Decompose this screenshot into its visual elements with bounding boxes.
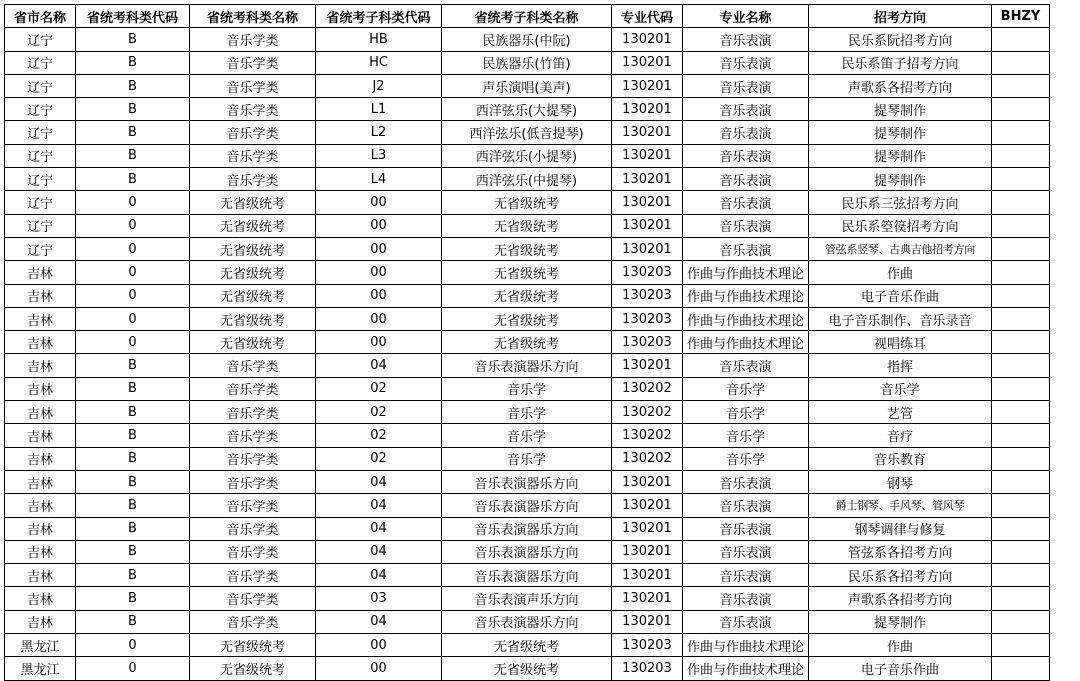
table-row — [5, 657, 1050, 680]
cell-province: 吉林 — [5, 564, 76, 587]
table-row — [5, 377, 1050, 400]
cell-province: 吉林 — [5, 424, 76, 447]
cell-subcategory-name: 无省级统考 — [442, 657, 612, 680]
cell-category-name: 音乐学类 — [190, 564, 316, 587]
cell-major-name: 音乐表演 — [683, 540, 809, 563]
cell-direction: 电子音乐作曲 — [809, 284, 992, 307]
table-row — [5, 144, 1050, 167]
cell-province: 辽宁 — [5, 144, 76, 167]
cell-major-code: 130201 — [612, 214, 683, 237]
cell-bhzy — [992, 237, 1050, 260]
cell-category-name: 音乐学类 — [190, 144, 316, 167]
column-header-subcategory-name: 省统考子科类名称 — [442, 5, 612, 28]
cell-bhzy — [992, 74, 1050, 97]
cell-major-code: 130202 — [612, 424, 683, 447]
cell-bhzy — [992, 51, 1050, 74]
cell-major-code: 130202 — [612, 447, 683, 470]
cell-category-code: B — [76, 494, 190, 517]
column-header-direction: 招考方向 — [809, 5, 992, 28]
cell-major-name: 作曲与作曲技术理论 — [683, 261, 809, 284]
cell-subcategory-code: L4 — [316, 168, 442, 191]
cell-subcategory-name: 音乐学 — [442, 377, 612, 400]
cell-subcategory-code: J2 — [316, 74, 442, 97]
cell-category-name: 无省级统考 — [190, 331, 316, 354]
cell-major-name: 音乐表演 — [683, 28, 809, 51]
cell-subcategory-name: 无省级统考 — [442, 261, 612, 284]
cell-subcategory-name: 无省级统考 — [442, 191, 612, 214]
cell-subcategory-code: 00 — [316, 634, 442, 657]
cell-major-name: 音乐表演 — [683, 494, 809, 517]
cell-subcategory-code: 00 — [316, 331, 442, 354]
cell-subcategory-name: 西洋弦乐(中提琴) — [442, 168, 612, 191]
cell-category-code: 0 — [76, 331, 190, 354]
cell-major-name: 音乐表演 — [683, 587, 809, 610]
table-row — [5, 237, 1050, 260]
cell-province: 吉林 — [5, 284, 76, 307]
cell-major-code: 130202 — [612, 401, 683, 424]
cell-category-code: B — [76, 168, 190, 191]
cell-category-name: 音乐学类 — [190, 494, 316, 517]
table-row — [5, 51, 1050, 74]
cell-subcategory-code: 00 — [316, 214, 442, 237]
admission-table — [4, 4, 1050, 681]
table-row — [5, 214, 1050, 237]
table-row — [5, 587, 1050, 610]
cell-major-code: 130201 — [612, 517, 683, 540]
cell-subcategory-name: 无省级统考 — [442, 331, 612, 354]
cell-province: 吉林 — [5, 447, 76, 470]
table-body — [5, 28, 1050, 680]
table-row — [5, 470, 1050, 493]
cell-category-name: 音乐学类 — [190, 121, 316, 144]
cell-major-name: 作曲与作曲技术理论 — [683, 284, 809, 307]
cell-subcategory-name: 音乐表演器乐方向 — [442, 354, 612, 377]
cell-major-code: 130201 — [612, 98, 683, 121]
cell-subcategory-name: 西洋弦乐(低音提琴) — [442, 121, 612, 144]
cell-major-name: 音乐表演 — [683, 470, 809, 493]
cell-direction: 管弦系各招考方向 — [809, 540, 992, 563]
cell-bhzy — [992, 540, 1050, 563]
cell-category-code: B — [76, 424, 190, 447]
admission-table-container — [4, 4, 1050, 681]
cell-category-name: 音乐学类 — [190, 587, 316, 610]
cell-province: 辽宁 — [5, 98, 76, 121]
table-row — [5, 634, 1050, 657]
cell-province: 辽宁 — [5, 237, 76, 260]
cell-direction: 声歌系各招考方向 — [809, 74, 992, 97]
cell-major-code: 130201 — [612, 121, 683, 144]
cell-major-name: 音乐表演 — [683, 214, 809, 237]
cell-major-code: 130202 — [612, 377, 683, 400]
cell-bhzy — [992, 447, 1050, 470]
cell-province: 吉林 — [5, 377, 76, 400]
cell-category-code: B — [76, 74, 190, 97]
cell-subcategory-name: 西洋弦乐(大提琴) — [442, 98, 612, 121]
cell-bhzy — [992, 424, 1050, 447]
cell-direction: 提琴制作 — [809, 610, 992, 633]
cell-category-name: 音乐学类 — [190, 424, 316, 447]
cell-subcategory-code: HC — [316, 51, 442, 74]
cell-category-code: 0 — [76, 237, 190, 260]
cell-subcategory-code: 02 — [316, 424, 442, 447]
cell-direction: 钢琴调律与修复 — [809, 517, 992, 540]
cell-subcategory-code: 04 — [316, 540, 442, 563]
cell-major-name: 音乐表演 — [683, 564, 809, 587]
cell-major-name: 音乐表演 — [683, 354, 809, 377]
cell-category-name: 无省级统考 — [190, 307, 316, 330]
cell-subcategory-name: 音乐表演器乐方向 — [442, 564, 612, 587]
table-row — [5, 331, 1050, 354]
cell-province: 辽宁 — [5, 168, 76, 191]
cell-subcategory-name: 音乐学 — [442, 447, 612, 470]
cell-major-code: 130203 — [612, 284, 683, 307]
table-row — [5, 564, 1050, 587]
table-row — [5, 74, 1050, 97]
cell-subcategory-name: 音乐表演声乐方向 — [442, 587, 612, 610]
cell-subcategory-name: 音乐表演器乐方向 — [442, 470, 612, 493]
table-row — [5, 261, 1050, 284]
column-header-bhzy: BHZY — [992, 5, 1050, 28]
cell-major-code: 130201 — [612, 237, 683, 260]
cell-major-name: 音乐表演 — [683, 98, 809, 121]
cell-major-code: 130201 — [612, 74, 683, 97]
cell-subcategory-code: 02 — [316, 377, 442, 400]
column-header-subcategory-code: 省统考子科类代码 — [316, 5, 442, 28]
cell-province: 吉林 — [5, 517, 76, 540]
cell-category-code: B — [76, 447, 190, 470]
table-row — [5, 168, 1050, 191]
cell-subcategory-name: 音乐表演器乐方向 — [442, 610, 612, 633]
cell-category-name: 无省级统考 — [190, 657, 316, 680]
cell-province: 黑龙江 — [5, 657, 76, 680]
cell-subcategory-name: 无省级统考 — [442, 284, 612, 307]
cell-subcategory-name: 音乐表演器乐方向 — [442, 494, 612, 517]
cell-province: 吉林 — [5, 610, 76, 633]
cell-subcategory-name: 音乐学 — [442, 424, 612, 447]
cell-category-name: 无省级统考 — [190, 214, 316, 237]
cell-subcategory-code: 04 — [316, 610, 442, 633]
cell-province: 吉林 — [5, 331, 76, 354]
cell-category-name: 无省级统考 — [190, 191, 316, 214]
cell-bhzy — [992, 517, 1050, 540]
cell-major-name: 音乐表演 — [683, 144, 809, 167]
cell-major-name: 音乐学 — [683, 377, 809, 400]
cell-province: 吉林 — [5, 354, 76, 377]
cell-major-code: 130201 — [612, 144, 683, 167]
table-row — [5, 494, 1050, 517]
cell-category-name: 音乐学类 — [190, 28, 316, 51]
table-row — [5, 610, 1050, 633]
cell-direction: 艺管 — [809, 401, 992, 424]
column-header-major-name: 专业名称 — [683, 5, 809, 28]
column-header-major-code: 专业代码 — [612, 5, 683, 28]
cell-subcategory-name: 音乐学 — [442, 401, 612, 424]
cell-subcategory-name: 西洋弦乐(小提琴) — [442, 144, 612, 167]
cell-direction: 音乐学 — [809, 377, 992, 400]
cell-direction: 声歌系各招考方向 — [809, 587, 992, 610]
cell-direction: 提琴制作 — [809, 168, 992, 191]
cell-bhzy — [992, 587, 1050, 610]
cell-category-code: B — [76, 401, 190, 424]
cell-category-code: B — [76, 540, 190, 563]
cell-province: 吉林 — [5, 494, 76, 517]
cell-province: 辽宁 — [5, 191, 76, 214]
cell-category-code: B — [76, 28, 190, 51]
table-row — [5, 447, 1050, 470]
cell-major-name: 作曲与作曲技术理论 — [683, 331, 809, 354]
cell-category-name: 音乐学类 — [190, 540, 316, 563]
cell-bhzy — [992, 610, 1050, 633]
cell-major-code: 130203 — [612, 307, 683, 330]
cell-subcategory-code: 00 — [316, 261, 442, 284]
cell-direction: 作曲 — [809, 634, 992, 657]
cell-category-code: B — [76, 51, 190, 74]
cell-major-code: 130201 — [612, 587, 683, 610]
cell-subcategory-code: 00 — [316, 307, 442, 330]
cell-bhzy — [992, 98, 1050, 121]
cell-major-code: 130201 — [612, 168, 683, 191]
cell-direction: 爵士钢琴、手风琴、管风琴 — [809, 494, 992, 517]
cell-major-code: 130201 — [612, 354, 683, 377]
cell-direction: 提琴制作 — [809, 144, 992, 167]
table-row — [5, 540, 1050, 563]
cell-category-code: 0 — [76, 307, 190, 330]
table-row — [5, 307, 1050, 330]
cell-direction: 电子音乐制作、音乐录音 — [809, 307, 992, 330]
cell-category-code: B — [76, 470, 190, 493]
cell-major-name: 作曲与作曲技术理论 — [683, 657, 809, 680]
cell-bhzy — [992, 401, 1050, 424]
cell-major-code: 130201 — [612, 470, 683, 493]
cell-major-name: 音乐学 — [683, 424, 809, 447]
cell-direction: 民乐系阮招考方向 — [809, 28, 992, 51]
cell-subcategory-code: 02 — [316, 401, 442, 424]
cell-subcategory-code: L3 — [316, 144, 442, 167]
cell-province: 辽宁 — [5, 28, 76, 51]
cell-bhzy — [992, 168, 1050, 191]
cell-province: 辽宁 — [5, 74, 76, 97]
cell-category-code: 0 — [76, 634, 190, 657]
cell-major-code: 130203 — [612, 634, 683, 657]
cell-major-code: 130203 — [612, 331, 683, 354]
cell-province: 黑龙江 — [5, 634, 76, 657]
cell-category-code: B — [76, 610, 190, 633]
cell-major-code: 130201 — [612, 494, 683, 517]
cell-bhzy — [992, 634, 1050, 657]
column-header-province: 省市名称 — [5, 5, 76, 28]
table-row — [5, 354, 1050, 377]
cell-major-code: 130201 — [612, 610, 683, 633]
cell-category-code: B — [76, 517, 190, 540]
cell-category-name: 音乐学类 — [190, 74, 316, 97]
cell-province: 吉林 — [5, 401, 76, 424]
table-row — [5, 517, 1050, 540]
cell-province: 吉林 — [5, 587, 76, 610]
cell-subcategory-code: 03 — [316, 587, 442, 610]
cell-subcategory-code: 04 — [316, 470, 442, 493]
cell-bhzy — [992, 121, 1050, 144]
cell-direction: 指挥 — [809, 354, 992, 377]
table-row — [5, 121, 1050, 144]
cell-direction: 电子音乐作曲 — [809, 657, 992, 680]
cell-category-code: B — [76, 121, 190, 144]
cell-category-code: B — [76, 98, 190, 121]
cell-major-name: 音乐表演 — [683, 191, 809, 214]
cell-direction: 音疗 — [809, 424, 992, 447]
cell-major-code: 130201 — [612, 564, 683, 587]
cell-major-name: 音乐表演 — [683, 237, 809, 260]
cell-major-name: 音乐表演 — [683, 121, 809, 144]
cell-major-code: 130201 — [612, 191, 683, 214]
table-row — [5, 98, 1050, 121]
cell-direction: 钢琴 — [809, 470, 992, 493]
cell-subcategory-code: 02 — [316, 447, 442, 470]
cell-major-name: 音乐学 — [683, 401, 809, 424]
cell-direction: 提琴制作 — [809, 98, 992, 121]
column-header-category-name: 省统考科类名称 — [190, 5, 316, 28]
cell-bhzy — [992, 331, 1050, 354]
cell-major-code: 130201 — [612, 540, 683, 563]
cell-direction: 音乐教育 — [809, 447, 992, 470]
table-row — [5, 424, 1050, 447]
cell-category-code: 0 — [76, 214, 190, 237]
cell-subcategory-code: L1 — [316, 98, 442, 121]
cell-bhzy — [992, 494, 1050, 517]
cell-bhzy — [992, 191, 1050, 214]
cell-bhzy — [992, 354, 1050, 377]
cell-category-name: 音乐学类 — [190, 98, 316, 121]
cell-major-name: 音乐学 — [683, 447, 809, 470]
cell-category-code: B — [76, 144, 190, 167]
cell-province: 辽宁 — [5, 214, 76, 237]
table-row — [5, 28, 1050, 51]
cell-bhzy — [992, 470, 1050, 493]
cell-category-name: 无省级统考 — [190, 237, 316, 260]
cell-category-code: 0 — [76, 284, 190, 307]
table-row — [5, 401, 1050, 424]
cell-category-name: 音乐学类 — [190, 354, 316, 377]
cell-bhzy — [992, 307, 1050, 330]
cell-bhzy — [992, 284, 1050, 307]
cell-subcategory-code: L2 — [316, 121, 442, 144]
cell-major-name: 音乐表演 — [683, 610, 809, 633]
cell-major-name: 音乐表演 — [683, 168, 809, 191]
cell-major-name: 音乐表演 — [683, 517, 809, 540]
cell-category-code: 0 — [76, 191, 190, 214]
cell-category-name: 音乐学类 — [190, 470, 316, 493]
cell-category-name: 音乐学类 — [190, 610, 316, 633]
cell-major-name: 作曲与作曲技术理论 — [683, 634, 809, 657]
cell-category-name: 音乐学类 — [190, 447, 316, 470]
cell-bhzy — [992, 657, 1050, 680]
cell-subcategory-name: 无省级统考 — [442, 214, 612, 237]
cell-direction: 民乐系各招考方向 — [809, 564, 992, 587]
cell-subcategory-name: 音乐表演器乐方向 — [442, 517, 612, 540]
cell-direction: 民乐系笛子招考方向 — [809, 51, 992, 74]
cell-category-name: 音乐学类 — [190, 401, 316, 424]
cell-province: 吉林 — [5, 261, 76, 284]
cell-category-name: 无省级统考 — [190, 284, 316, 307]
cell-category-name: 音乐学类 — [190, 517, 316, 540]
cell-province: 吉林 — [5, 540, 76, 563]
cell-subcategory-code: 04 — [316, 494, 442, 517]
cell-province: 辽宁 — [5, 51, 76, 74]
cell-category-code: 0 — [76, 657, 190, 680]
cell-subcategory-code: 04 — [316, 354, 442, 377]
cell-subcategory-code: HB — [316, 28, 442, 51]
cell-bhzy — [992, 377, 1050, 400]
cell-direction: 提琴制作 — [809, 121, 992, 144]
cell-subcategory-name: 民族器乐(中阮) — [442, 28, 612, 51]
cell-direction: 民乐系三弦招考方向 — [809, 191, 992, 214]
table-header-row — [5, 5, 1050, 28]
table-row — [5, 284, 1050, 307]
cell-category-code: B — [76, 587, 190, 610]
cell-category-code: B — [76, 564, 190, 587]
cell-subcategory-name: 声乐演唱(美声) — [442, 74, 612, 97]
column-header-category-code: 省统考科类代码 — [76, 5, 190, 28]
cell-bhzy — [992, 261, 1050, 284]
cell-category-name: 音乐学类 — [190, 51, 316, 74]
cell-province: 吉林 — [5, 307, 76, 330]
cell-subcategory-name: 无省级统考 — [442, 634, 612, 657]
cell-major-name: 音乐表演 — [683, 74, 809, 97]
cell-major-name: 作曲与作曲技术理论 — [683, 307, 809, 330]
cell-subcategory-name: 无省级统考 — [442, 237, 612, 260]
cell-category-name: 音乐学类 — [190, 168, 316, 191]
cell-subcategory-code: 04 — [316, 564, 442, 587]
cell-province: 吉林 — [5, 470, 76, 493]
cell-category-code: 0 — [76, 261, 190, 284]
cell-category-name: 音乐学类 — [190, 377, 316, 400]
cell-subcategory-code: 00 — [316, 237, 442, 260]
cell-bhzy — [992, 144, 1050, 167]
cell-bhzy — [992, 214, 1050, 237]
cell-subcategory-name: 民族器乐(竹笛) — [442, 51, 612, 74]
cell-bhzy — [992, 28, 1050, 51]
cell-direction: 管弦系竖琴、古典吉他招考方向 — [809, 237, 992, 260]
cell-major-code: 130201 — [612, 28, 683, 51]
cell-direction: 民乐系箜篌招考方向 — [809, 214, 992, 237]
cell-direction: 作曲 — [809, 261, 992, 284]
cell-major-code: 130201 — [612, 51, 683, 74]
cell-subcategory-code: 04 — [316, 517, 442, 540]
cell-subcategory-name: 无省级统考 — [442, 307, 612, 330]
cell-major-code: 130203 — [612, 261, 683, 284]
cell-direction: 视唱练耳 — [809, 331, 992, 354]
cell-category-code: B — [76, 377, 190, 400]
table-row — [5, 191, 1050, 214]
cell-bhzy — [992, 564, 1050, 587]
cell-major-name: 音乐表演 — [683, 51, 809, 74]
cell-subcategory-code: 00 — [316, 657, 442, 680]
cell-category-code: B — [76, 354, 190, 377]
cell-category-name: 无省级统考 — [190, 634, 316, 657]
cell-category-name: 无省级统考 — [190, 261, 316, 284]
cell-subcategory-code: 00 — [316, 284, 442, 307]
cell-subcategory-name: 音乐表演器乐方向 — [442, 540, 612, 563]
cell-major-code: 130203 — [612, 657, 683, 680]
cell-province: 辽宁 — [5, 121, 76, 144]
cell-subcategory-code: 00 — [316, 191, 442, 214]
